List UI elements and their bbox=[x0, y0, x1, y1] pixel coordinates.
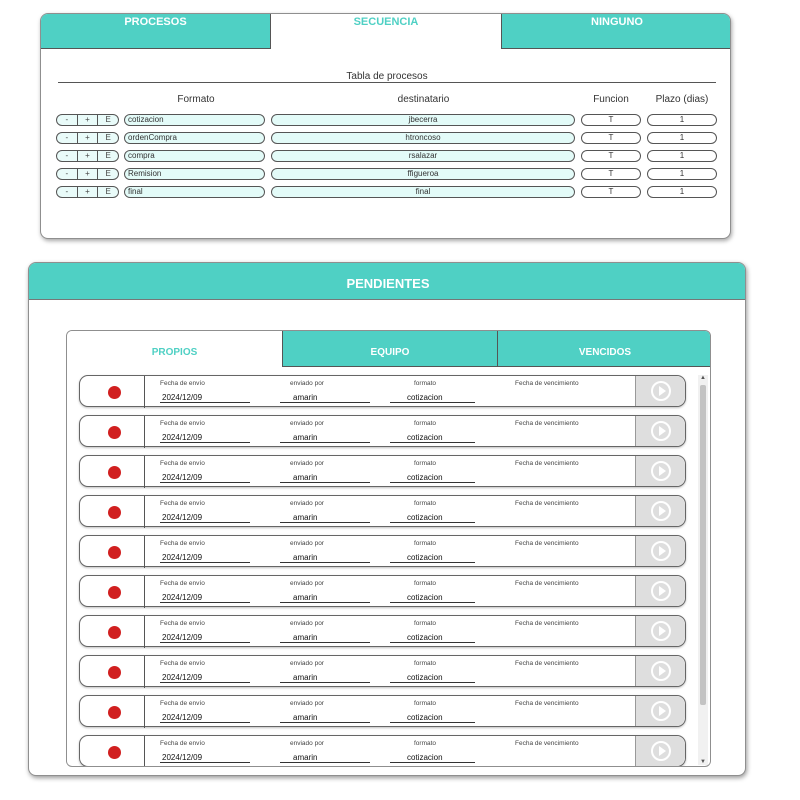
fecha-vencimiento-label: Fecha de vencimiento bbox=[515, 740, 579, 747]
remove-row-button[interactable]: - bbox=[57, 133, 78, 143]
play-icon bbox=[659, 626, 666, 636]
add-row-button[interactable]: + bbox=[78, 133, 99, 143]
enviado-por-value: amarin bbox=[293, 473, 318, 482]
process-row bbox=[56, 186, 721, 199]
formato-field[interactable]: Remision bbox=[124, 168, 265, 180]
underline bbox=[390, 602, 475, 603]
play-icon bbox=[659, 746, 666, 756]
scrollbar[interactable] bbox=[698, 375, 708, 765]
tab-ninguno[interactable]: NINGUNO bbox=[501, 14, 731, 49]
funcion-field[interactable]: T bbox=[581, 186, 641, 198]
enviado-por-value: amarin bbox=[293, 433, 318, 442]
formato-value: cotizacion bbox=[407, 593, 443, 602]
add-row-button[interactable]: + bbox=[78, 169, 99, 179]
play-icon bbox=[659, 546, 666, 556]
enviado-por-label: enviado por bbox=[290, 620, 324, 627]
enviado-por-value: amarin bbox=[293, 713, 318, 722]
underline bbox=[280, 442, 370, 443]
enviado-por-label: enviado por bbox=[290, 660, 324, 667]
destinatario-field[interactable]: ffigueroa bbox=[271, 168, 575, 180]
edit-row-button[interactable]: E bbox=[105, 133, 111, 142]
pending-item[interactable] bbox=[79, 375, 686, 407]
pending-item[interactable] bbox=[79, 655, 686, 687]
pendientes-list-container bbox=[66, 330, 711, 767]
pendientes-list bbox=[67, 371, 711, 767]
underline bbox=[390, 682, 475, 683]
enviado-por-label: enviado por bbox=[290, 740, 324, 747]
column-header-formato: Formato bbox=[177, 94, 215, 105]
formato-label: formato bbox=[414, 660, 437, 667]
divider bbox=[144, 416, 145, 448]
enviado-por-label: enviado por bbox=[290, 700, 324, 707]
status-dot-icon bbox=[108, 466, 121, 479]
formato-value: cotizacion bbox=[407, 393, 443, 402]
divider bbox=[58, 82, 716, 83]
tab-procesos[interactable]: PROCESOS bbox=[41, 14, 271, 49]
edit-row-button[interactable]: E bbox=[105, 169, 111, 178]
add-row-button[interactable]: + bbox=[78, 187, 99, 197]
fecha-vencimiento-label: Fecha de vencimiento bbox=[515, 660, 579, 667]
underline bbox=[160, 522, 250, 523]
formato-value: cotizacion bbox=[407, 433, 443, 442]
pending-item[interactable] bbox=[79, 455, 686, 487]
row-actions bbox=[56, 150, 119, 162]
plazo-field[interactable]: 1 bbox=[647, 114, 717, 126]
edit-row-button[interactable]: E bbox=[105, 151, 111, 160]
divider bbox=[144, 616, 145, 648]
formato-field[interactable]: final bbox=[124, 186, 265, 198]
destinatario-field[interactable]: rsalazar bbox=[271, 150, 575, 162]
open-item-button[interactable] bbox=[635, 416, 685, 446]
fecha-vencimiento-label: Fecha de vencimiento bbox=[515, 620, 579, 627]
destinatario-field[interactable]: final bbox=[271, 186, 575, 198]
row-actions bbox=[56, 186, 119, 198]
enviado-por-value: amarin bbox=[293, 553, 318, 562]
process-row bbox=[56, 114, 721, 127]
fecha-vencimiento-label: Fecha de vencimiento bbox=[515, 540, 579, 547]
fecha-envio-value: 2024/12/09 bbox=[162, 673, 203, 682]
fecha-vencimiento-label: Fecha de vencimiento bbox=[515, 460, 579, 467]
underline bbox=[390, 762, 475, 763]
underline bbox=[390, 442, 475, 443]
process-row bbox=[56, 150, 721, 163]
status-dot-icon bbox=[108, 746, 121, 759]
fecha-envio-value: 2024/12/09 bbox=[162, 593, 203, 602]
tab-equipo[interactable]: EQUIPO bbox=[282, 331, 497, 367]
open-item-button[interactable] bbox=[635, 376, 685, 406]
add-row-button[interactable]: + bbox=[78, 151, 99, 161]
edit-row-button[interactable]: E bbox=[105, 115, 111, 124]
pendientes-tab-bar bbox=[67, 331, 711, 367]
process-row bbox=[56, 132, 721, 145]
formato-label: formato bbox=[414, 620, 437, 627]
play-icon bbox=[659, 666, 666, 676]
fecha-vencimiento-label: Fecha de vencimiento bbox=[515, 420, 579, 427]
underline bbox=[280, 722, 370, 723]
enviado-por-value: amarin bbox=[293, 633, 318, 642]
fecha-envio-value: 2024/12/09 bbox=[162, 513, 203, 522]
status-dot-icon bbox=[108, 586, 121, 599]
fecha-vencimiento-label: Fecha de vencimiento bbox=[515, 700, 579, 707]
scroll-down-icon[interactable]: ▼ bbox=[700, 759, 706, 765]
formato-label: formato bbox=[414, 540, 437, 547]
divider bbox=[144, 656, 145, 688]
destinatario-field[interactable]: jbecerra bbox=[271, 114, 575, 126]
formato-value: cotizacion bbox=[407, 553, 443, 562]
funcion-field[interactable]: T bbox=[581, 114, 641, 126]
open-item-button[interactable] bbox=[635, 696, 685, 726]
underline bbox=[390, 722, 475, 723]
pending-item[interactable] bbox=[79, 575, 686, 607]
underline bbox=[280, 642, 370, 643]
fecha-envio-label: Fecha de envío bbox=[160, 740, 205, 747]
divider bbox=[144, 576, 145, 608]
remove-row-button[interactable]: - bbox=[57, 169, 78, 179]
formato-field[interactable]: ordenCompra bbox=[124, 132, 265, 144]
fecha-envio-label: Fecha de envío bbox=[160, 540, 205, 547]
underline bbox=[280, 482, 370, 483]
pendientes-title: PENDIENTES bbox=[29, 263, 746, 300]
funcion-field[interactable]: T bbox=[581, 150, 641, 162]
funcion-field[interactable]: T bbox=[581, 132, 641, 144]
play-icon bbox=[659, 506, 666, 516]
remove-row-button[interactable]: - bbox=[57, 115, 78, 125]
process-row bbox=[56, 168, 721, 181]
plazo-field[interactable]: 1 bbox=[647, 168, 717, 180]
open-item-button[interactable] bbox=[635, 456, 685, 486]
underline bbox=[390, 642, 475, 643]
table-caption: Tabla de procesos bbox=[346, 71, 428, 82]
procesos-panel bbox=[40, 13, 731, 239]
fecha-envio-label: Fecha de envío bbox=[160, 420, 205, 427]
row-actions bbox=[56, 168, 119, 180]
fecha-vencimiento-label: Fecha de vencimiento bbox=[515, 500, 579, 507]
pending-item[interactable] bbox=[79, 735, 686, 767]
fecha-envio-value: 2024/12/09 bbox=[162, 633, 203, 642]
fecha-envio-value: 2024/12/09 bbox=[162, 473, 203, 482]
plazo-field[interactable]: 1 bbox=[647, 186, 717, 198]
underline bbox=[280, 762, 370, 763]
status-dot-icon bbox=[108, 506, 121, 519]
open-item-button[interactable] bbox=[635, 576, 685, 606]
underline bbox=[160, 722, 250, 723]
enviado-por-value: amarin bbox=[293, 393, 318, 402]
tab-propios[interactable]: PROPIOS bbox=[67, 331, 282, 367]
row-actions bbox=[56, 132, 119, 144]
underline bbox=[280, 402, 370, 403]
formato-value: cotizacion bbox=[407, 753, 443, 762]
formato-label: formato bbox=[414, 740, 437, 747]
open-item-button[interactable] bbox=[635, 736, 685, 766]
add-row-button[interactable]: + bbox=[78, 115, 99, 125]
underline bbox=[280, 602, 370, 603]
fecha-envio-value: 2024/12/09 bbox=[162, 393, 203, 402]
status-dot-icon bbox=[108, 626, 121, 639]
underline bbox=[390, 482, 475, 483]
underline bbox=[280, 682, 370, 683]
status-dot-icon bbox=[108, 426, 121, 439]
play-icon bbox=[659, 386, 666, 396]
formato-label: formato bbox=[414, 420, 437, 427]
column-header-plazo: Plazo (dias) bbox=[655, 94, 709, 105]
scroll-thumb[interactable] bbox=[700, 385, 706, 705]
underline bbox=[160, 402, 250, 403]
remove-row-button[interactable]: - bbox=[57, 187, 78, 197]
pending-item[interactable] bbox=[79, 615, 686, 647]
edit-row-button[interactable]: E bbox=[105, 187, 111, 196]
tab-vencidos[interactable]: VENCIDOS bbox=[497, 331, 711, 367]
underline bbox=[160, 482, 250, 483]
fecha-envio-label: Fecha de envío bbox=[160, 500, 205, 507]
pending-item[interactable] bbox=[79, 695, 686, 727]
underline bbox=[160, 682, 250, 683]
formato-value: cotizacion bbox=[407, 473, 443, 482]
open-item-button[interactable] bbox=[635, 656, 685, 686]
underline bbox=[160, 762, 250, 763]
enviado-por-value: amarin bbox=[293, 753, 318, 762]
tab-secuencia[interactable]: SECUENCIA bbox=[271, 14, 501, 49]
row-actions bbox=[56, 114, 119, 126]
pending-item[interactable] bbox=[79, 495, 686, 527]
fecha-envio-label: Fecha de envío bbox=[160, 580, 205, 587]
formato-label: formato bbox=[414, 580, 437, 587]
remove-row-button[interactable]: - bbox=[57, 151, 78, 161]
status-dot-icon bbox=[108, 666, 121, 679]
fecha-envio-label: Fecha de envío bbox=[160, 380, 205, 387]
fecha-envio-value: 2024/12/09 bbox=[162, 713, 203, 722]
scroll-up-icon[interactable]: ▲ bbox=[700, 375, 706, 381]
divider bbox=[144, 496, 145, 528]
formato-label: formato bbox=[414, 460, 437, 467]
open-item-button[interactable] bbox=[635, 496, 685, 526]
status-dot-icon bbox=[108, 386, 121, 399]
enviado-por-label: enviado por bbox=[290, 460, 324, 467]
divider bbox=[144, 736, 145, 767]
enviado-por-label: enviado por bbox=[290, 540, 324, 547]
underline bbox=[390, 402, 475, 403]
fecha-envio-value: 2024/12/09 bbox=[162, 753, 203, 762]
underline bbox=[160, 562, 250, 563]
enviado-por-label: enviado por bbox=[290, 420, 324, 427]
fecha-vencimiento-label: Fecha de vencimiento bbox=[515, 380, 579, 387]
underline bbox=[280, 522, 370, 523]
open-item-button[interactable] bbox=[635, 616, 685, 646]
divider bbox=[144, 376, 145, 408]
formato-field[interactable]: cotizacion bbox=[124, 114, 265, 126]
enviado-por-label: enviado por bbox=[290, 380, 324, 387]
formato-value: cotizacion bbox=[407, 633, 443, 642]
play-icon bbox=[659, 706, 666, 716]
column-header-destinatario: destinatario bbox=[397, 94, 450, 105]
fecha-vencimiento-label: Fecha de vencimiento bbox=[515, 580, 579, 587]
enviado-por-label: enviado por bbox=[290, 500, 324, 507]
underline bbox=[160, 442, 250, 443]
fecha-envio-label: Fecha de envío bbox=[160, 460, 205, 467]
underline bbox=[160, 642, 250, 643]
fecha-envio-value: 2024/12/09 bbox=[162, 553, 203, 562]
play-icon bbox=[659, 466, 666, 476]
plazo-field[interactable]: 1 bbox=[647, 132, 717, 144]
underline bbox=[160, 602, 250, 603]
funcion-field[interactable]: T bbox=[581, 168, 641, 180]
plazo-field[interactable]: 1 bbox=[647, 150, 717, 162]
pending-item[interactable] bbox=[79, 535, 686, 567]
fecha-envio-label: Fecha de envío bbox=[160, 700, 205, 707]
open-item-button[interactable] bbox=[635, 536, 685, 566]
formato-label: formato bbox=[414, 380, 437, 387]
pendientes-panel bbox=[28, 262, 746, 776]
formato-value: cotizacion bbox=[407, 673, 443, 682]
status-dot-icon bbox=[108, 546, 121, 559]
status-dot-icon bbox=[108, 706, 121, 719]
formato-label: formato bbox=[414, 500, 437, 507]
underline bbox=[280, 562, 370, 563]
formato-value: cotizacion bbox=[407, 713, 443, 722]
enviado-por-label: enviado por bbox=[290, 580, 324, 587]
fecha-envio-label: Fecha de envío bbox=[160, 660, 205, 667]
top-tab-bar bbox=[41, 14, 731, 49]
formato-field[interactable]: compra bbox=[124, 150, 265, 162]
divider bbox=[144, 696, 145, 728]
enviado-por-value: amarin bbox=[293, 673, 318, 682]
pending-item[interactable] bbox=[79, 415, 686, 447]
play-icon bbox=[659, 586, 666, 596]
enviado-por-value: amarin bbox=[293, 593, 318, 602]
divider bbox=[144, 536, 145, 568]
fecha-envio-value: 2024/12/09 bbox=[162, 433, 203, 442]
destinatario-field[interactable]: htroncoso bbox=[271, 132, 575, 144]
formato-label: formato bbox=[414, 700, 437, 707]
column-header-funcion: Funcion bbox=[593, 94, 629, 105]
formato-value: cotizacion bbox=[407, 513, 443, 522]
fecha-envio-label: Fecha de envío bbox=[160, 620, 205, 627]
divider bbox=[144, 456, 145, 488]
enviado-por-value: amarin bbox=[293, 513, 318, 522]
play-icon bbox=[659, 426, 666, 436]
underline bbox=[390, 522, 475, 523]
underline bbox=[390, 562, 475, 563]
